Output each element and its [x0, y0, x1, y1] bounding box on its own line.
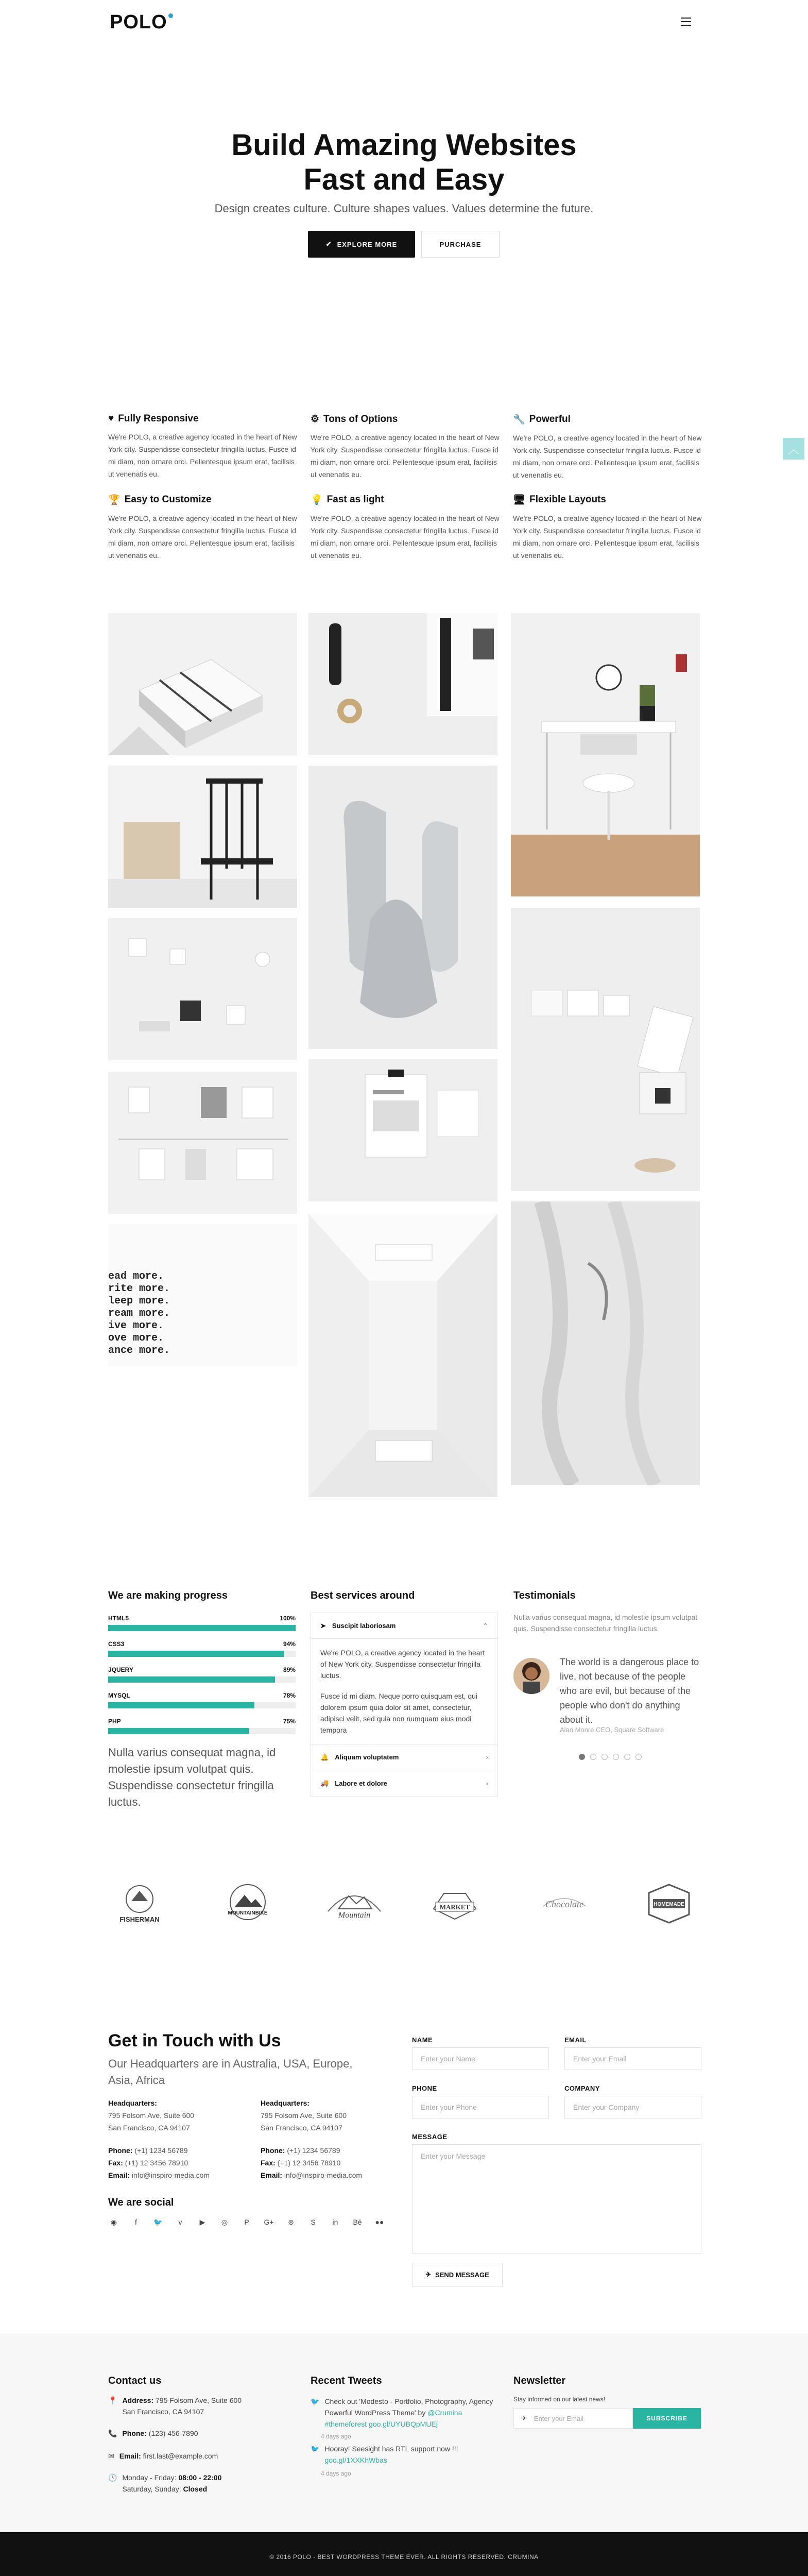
- gear-icon: ⚙: [311, 414, 320, 425]
- skill-php: PHP 75%: [108, 1718, 296, 1734]
- svg-text:MOUNTAINBIKE: MOUNTAINBIKE: [228, 1910, 268, 1916]
- client-logo-fisherman[interactable]: [103, 1880, 176, 1927]
- message-textarea[interactable]: Enter your Message: [412, 2144, 701, 2253]
- carousel-dot[interactable]: [601, 1754, 608, 1760]
- send-message-button[interactable]: ✈ SEND MESSAGE: [412, 2263, 503, 2286]
- heart-icon: ♥: [108, 413, 114, 424]
- skill-html5: HTML5 100%: [108, 1615, 296, 1631]
- dribbble-icon[interactable]: ⊛: [288, 2217, 294, 2226]
- rss-icon[interactable]: ◉: [110, 2217, 117, 2226]
- tweet-link[interactable]: goo.gl/1XXKhWbas: [324, 2456, 387, 2464]
- google-plus-icon[interactable]: G+: [264, 2218, 274, 2226]
- tweet-item: 🐦 Hooray! Seesight has RTL support now !!! goo.gl/1XXKhWbas: [311, 2443, 498, 2466]
- truck-icon: 🚚: [320, 1779, 329, 1787]
- contact-subtitle: Our Headquarters are in Australia, USA, Europe, Asia, Africa: [108, 2057, 353, 2087]
- portfolio-item-clipboard[interactable]: [308, 1059, 497, 1201]
- tweet-item: 🐦 Check out 'Modesto - Portfolio, Photography, Agency Powerful WordPress Theme' by @Crumina #themeforest goo.gl/UYUBQpMUEj: [311, 2396, 498, 2430]
- portfolio-item-desk-setup[interactable]: [511, 613, 700, 896]
- accordion-item-aliquam[interactable]: 🔔 Aliquam voluptatem ›: [311, 1744, 497, 1770]
- email-input[interactable]: Enter your Email: [564, 2047, 701, 2070]
- phone-label: PHONE: [412, 2084, 437, 2092]
- skill-css3: CSS3 94%: [108, 1640, 296, 1657]
- linkedin-icon[interactable]: in: [332, 2218, 338, 2226]
- purchase-button[interactable]: PURCHASE: [421, 231, 500, 258]
- hero-subtitle: Design creates culture. Culture shapes values. Values determine the future.: [214, 202, 594, 215]
- svg-text:Mountain: Mountain: [338, 1911, 371, 1920]
- footer-phone: 📞 Phone: (123) 456-7890: [108, 2428, 198, 2439]
- portfolio-item-wrapped-boxes[interactable]: [108, 613, 297, 755]
- client-logo-mountainbike[interactable]: [211, 1880, 284, 1927]
- twitter-icon: 🐦: [311, 2397, 320, 2405]
- wrench-icon: 🔧: [513, 414, 525, 425]
- twitter-icon[interactable]: 🐦: [153, 2217, 163, 2226]
- footer-tweets-title: Recent Tweets: [311, 2375, 382, 2386]
- clock-icon: 🕓: [108, 2473, 117, 2482]
- twitter-icon: 🐦: [311, 2445, 320, 2453]
- feature-easy-to-customize: 🏆 Easy to Customize We're POLO, a creative agency located in the heart of New York city. Suspendisse consectetur fringilla luctus. Fusce id mi diam, non ornare orci. Pellentesque ipsum erat, facilisis ut venenatis eu.: [108, 494, 297, 560]
- check-icon: ✔: [325, 240, 332, 248]
- facebook-icon[interactable]: f: [135, 2218, 137, 2226]
- paper-plane-icon: ✈: [425, 2270, 432, 2278]
- behance-icon[interactable]: Bē: [353, 2218, 362, 2226]
- chevron-right-icon: ›: [486, 1753, 488, 1761]
- carousel-dot[interactable]: [590, 1754, 596, 1760]
- portfolio-item-chair[interactable]: [108, 766, 297, 908]
- svg-text:Chocolate: Chocolate: [545, 1899, 583, 1909]
- portfolio-item-vases[interactable]: [308, 766, 497, 1049]
- scroll-top-button[interactable]: [783, 438, 804, 460]
- tweet-time: 4 days ago: [321, 2433, 351, 2440]
- portfolio-item-typewriter[interactable]: ead more. rite more. leep more. ream more. ive more. ove more. ance more.: [108, 1224, 297, 1366]
- progress-text: Nulla varius consequat magna, id molestie ipsum volutpat quis. Suspendisse consectetur fringilla luctus.: [108, 1746, 276, 1808]
- accordion-item-labore[interactable]: 🚚 Labore et dolore ›: [320, 1779, 488, 1787]
- newsletter-email-input[interactable]: ✈ Enter your Email: [513, 2408, 633, 2429]
- hero-title: Build Amazing Websites Fast and Easy: [231, 128, 577, 197]
- carousel-dot[interactable]: [635, 1754, 642, 1760]
- subscribe-button[interactable]: SUBSCRIBE: [633, 2408, 701, 2429]
- progress-title: We are making progress: [108, 1590, 228, 1601]
- portfolio-item-stationery[interactable]: [308, 613, 497, 755]
- portfolio-item-white-room[interactable]: [308, 1214, 497, 1497]
- chevron-up-icon: ⌃: [483, 1621, 488, 1630]
- carousel-dot[interactable]: [613, 1754, 619, 1760]
- footer-contact-title: Contact us: [108, 2375, 162, 2386]
- client-logo-mountain[interactable]: [318, 1880, 391, 1927]
- services-accordion: [311, 1613, 498, 1797]
- carousel-dots: [579, 1754, 642, 1760]
- name-label: NAME: [412, 2036, 433, 2044]
- feature-flexible-layouts: 🖥 Flexible Layouts We're POLO, a creative agency located in the heart of New York city. Suspendisse consectetur fringilla luctus. Fusce id mi diam, non ornare orci. Pellentesque ipsum erat, facilisis ut venenatis eu.: [513, 494, 702, 560]
- office-address: Headquarters: 795 Folsom Ave, Suite 600 San Francisco, CA 94107 Phone: (+1) 1234 56789 Fax: (+1) 12 3456 78910 Email: info@inspiro-media.com: [261, 2099, 363, 2179]
- phone-icon: 📞: [108, 2429, 117, 2437]
- client-logo-homemade[interactable]: [632, 1880, 706, 1927]
- explore-more-button[interactable]: ✔ EXPLORE MORE: [308, 231, 415, 258]
- company-input[interactable]: Enter your Company: [564, 2096, 701, 2119]
- phone-input[interactable]: Enter your Phone: [412, 2096, 549, 2119]
- accordion-body: We're POLO, a creative agency located in the heart of New York city. Suspendisse consectetur fringilla luctus. Fusce id mi diam. Neque porro quisquam est, qui dolorem ipsum quia dolor sit amet, consectetur, adipisci velit, sed quia non numquam eius modi tempora: [311, 1639, 497, 1744]
- carousel-dot[interactable]: [624, 1754, 630, 1760]
- paper-plane-icon: ✈: [521, 2414, 527, 2422]
- chevron-up-icon: ︿: [787, 443, 799, 456]
- avatar: [513, 1658, 549, 1694]
- name-input[interactable]: Enter your Name: [412, 2047, 549, 2070]
- email-label: EMAIL: [564, 2036, 587, 2044]
- portfolio-item-flatlay-objects[interactable]: [108, 918, 297, 1060]
- footer-address: 📍 Address: 795 Folsom Ave, Suite 600 San Francisco, CA 94107: [108, 2395, 283, 2417]
- testimonials-title: Testimonials: [513, 1590, 576, 1601]
- office-address: Headquarters: 795 Folsom Ave, Suite 600 San Francisco, CA 94107 Phone: (+1) 1234 56789 Fax: (+1) 12 3456 78910 Email: info@inspiro-media.com: [108, 2099, 210, 2179]
- feature-powerful: 🔧 Powerful We're POLO, a creative agency located in the heart of New York city. Suspendisse consectetur fringilla luctus. Fusce id mi diam, non ornare orci. Pellentesque ipsum erat, facilisis ut venenatis eu.: [513, 414, 702, 479]
- portfolio-item-shelves[interactable]: [108, 1072, 297, 1214]
- svg-text:MARKET: MARKET: [439, 1903, 470, 1911]
- footer-newsletter-title: Newsletter: [513, 2375, 566, 2386]
- footer-hours: 🕓 Monday - Friday: 08:00 - 22:00 Saturday, Sunday: Closed: [108, 2472, 221, 2495]
- message-label: MESSAGE: [412, 2133, 448, 2141]
- skill-mysql: MYSQL 78%: [108, 1692, 296, 1708]
- testimonials-lead: Nulla varius consequat magna, id molestie ipsum volutpat quis. Suspendisse consectetur fringilla luctus.: [513, 1613, 698, 1633]
- lightbulb-icon: 💡: [311, 495, 323, 505]
- feature-fast-as-light: 💡 Fast as light We're POLO, a creative agency located in the heart of New York city. Suspendisse consectetur fringilla luctus. Fusce id mi diam, non ornare orci. Pellentesque ipsum erat, facilisis ut venenatis eu.: [311, 494, 500, 560]
- chevron-right-icon: ›: [486, 1779, 488, 1787]
- carousel-dot[interactable]: [579, 1754, 585, 1760]
- client-logo-chocolate[interactable]: [528, 1880, 601, 1927]
- envelope-icon: ✉: [108, 2452, 114, 2460]
- client-logo-market[interactable]: [418, 1880, 491, 1927]
- trophy-icon: 🏆: [108, 495, 121, 505]
- svg-text:HOMEMADE: HOMEMADE: [654, 1902, 684, 1907]
- vimeo-icon[interactable]: v: [178, 2218, 182, 2226]
- instagram-icon[interactable]: ◎: [221, 2217, 228, 2226]
- copyright: © 2016 POLO - BEST WORDPRESS THEME EVER. ALL RIGHTS RESERVED. CRUMINA: [0, 2532, 808, 2576]
- services-title: Best services around: [311, 1590, 415, 1601]
- feature-tons-of-options: ⚙ Tons of Options We're POLO, a creative agency located in the heart of New York city. Suspendisse consectetur fringilla luctus. Fusce id mi diam, non ornare orci. Pellentesque ipsum erat, facilisis ut venenatis eu.: [311, 413, 500, 479]
- pinterest-icon[interactable]: P: [244, 2218, 249, 2226]
- bell-icon: 🔔: [320, 1753, 329, 1761]
- company-label: COMPANY: [564, 2084, 600, 2092]
- social-title: We are social: [108, 2197, 174, 2208]
- testimonial-author: Alan Monre,CEO, Square Software: [560, 1726, 664, 1734]
- feature-fully-responsive: ♥ Fully Responsive We're POLO, a creative agency located in the heart of New York city. Suspendisse consectetur fringilla luctus. Fusce id mi diam, non ornare orci. Pellentesque ipsum erat, facilisis ut venenatis eu.: [108, 413, 297, 478]
- testimonial-quote: The world is a dangerous place to live, not because of the people who are evil, but because of the people who don't do anything about it.: [560, 1657, 699, 1725]
- skype-icon[interactable]: S: [311, 2218, 316, 2226]
- hamburger-icon[interactable]: [681, 18, 691, 26]
- rocket-icon: ➤: [320, 1621, 326, 1630]
- contact-title: Get in Touch with Us: [108, 2031, 281, 2050]
- accordion-item-suscipit[interactable]: ➤ Suscipit laboriosam ⌃: [311, 1613, 497, 1639]
- site-logo[interactable]: POLO: [110, 11, 167, 33]
- portfolio-item-flatlay-books[interactable]: [511, 908, 700, 1191]
- youtube-icon[interactable]: ▶: [199, 2217, 205, 2226]
- newsletter-text: Stay informed on our latest news!: [513, 2396, 606, 2403]
- footer-email: ✉ Email: first.last@example.com: [108, 2450, 218, 2462]
- logo-dot: [168, 13, 173, 18]
- desktop-icon: 🖥: [513, 495, 526, 505]
- portfolio-item-fabric[interactable]: [511, 1201, 700, 1485]
- skill-jquery: JQUERY 89%: [108, 1666, 296, 1683]
- flickr-icon[interactable]: ●●: [375, 2218, 384, 2226]
- svg-text:FISHERMAN: FISHERMAN: [119, 1916, 160, 1923]
- tweet-link[interactable]: @Crumina #themeforest goo.gl/UYUBQpMUEj: [324, 2409, 462, 2428]
- map-marker-icon: 📍: [108, 2396, 117, 2404]
- tweet-time: 4 days ago: [321, 2470, 351, 2477]
- social-links: [108, 2216, 385, 2228]
